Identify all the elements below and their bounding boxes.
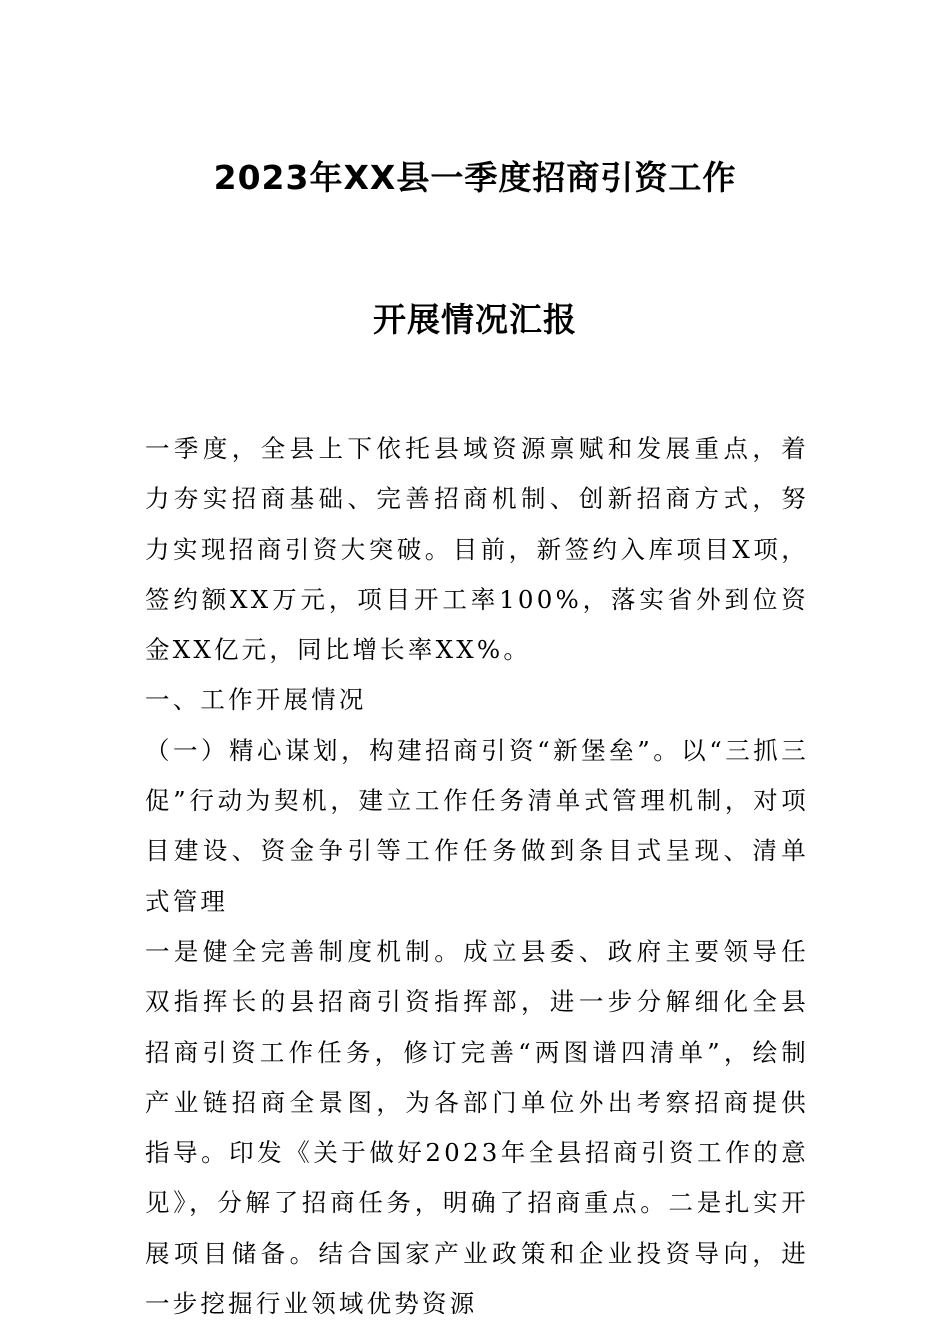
subsection-1-paragraph: （一）精心谋划，构建招商引资“新堡垒”。以“三抓三促”行动为契机，建立工作任务清单式管理机制，对项目建设、资金争引等工作任务做到条目式呈现、清单式管理 bbox=[145, 735, 809, 916]
subsection-1-detail-paragraph: 一是健全完善制度机制。成立县委、政府主要领导任双指挥长的县招商引资指挥部，进一步分解细化全县招商引资工作任务，修订完善“两图谱四清单”，绘制产业链招商全景图，为各部门单位外出考察招商提供指导。印发《关于做好2023年全县招商引资工作的意见》，分解了招商任务，明确了招商重点。二是扎实开展项目储备。结合国家产业政策和企业投资导向，进一步挖掘行业领域优势资源 bbox=[145, 936, 809, 1319]
document-body bbox=[145, 424, 809, 1329]
document-title-line-2: 开展情况汇报 bbox=[373, 300, 577, 339]
section-heading-work-progress: 一、工作开展情况 bbox=[145, 685, 367, 715]
document-title-line-1: 2023年XX县一季度招商引资工作 bbox=[213, 158, 737, 197]
intro-paragraph: 一季度，全县上下依托县域资源禀赋和发展重点，着力夯实招商基础、完善招商机制、创新招商方式，努力实现招商引资大突破。目前，新签约入库项目X项，签约额XX万元，项目开工率100%，落实省外到位资金XX亿元，同比增长率XX%。 bbox=[145, 434, 809, 665]
